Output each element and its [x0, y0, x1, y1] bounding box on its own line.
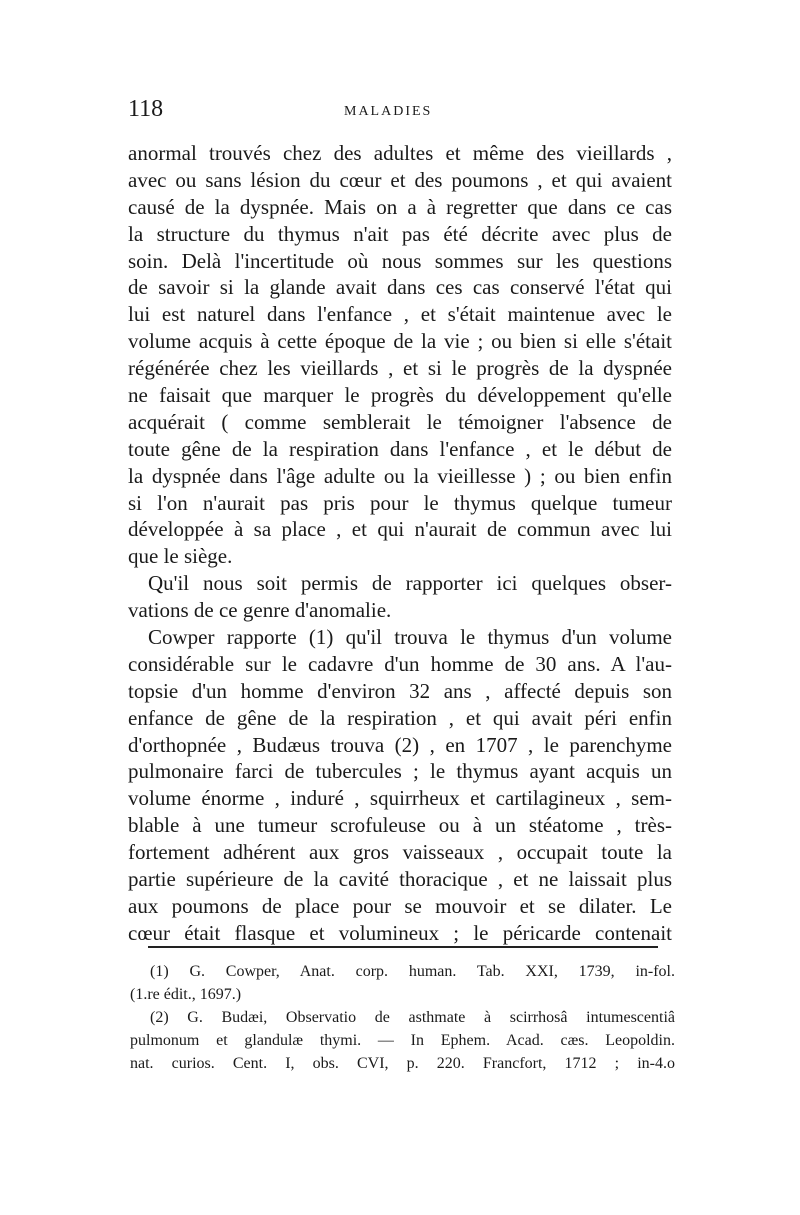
footnote-line: nat. curios. Cent. I, obs. CVI, p. 220. Francfort, 1712 ; in-4.o: [130, 1055, 675, 1072]
text-line: toute gêne de la respiration dans l'enfance , et le début de: [128, 436, 672, 461]
text-line: blable à une tumeur scrofuleuse ou à un stéatome , très-: [128, 813, 672, 838]
text-line: topsie d'un homme d'environ 32 ans , affecté depuis son: [128, 678, 672, 703]
page-number: 118: [128, 96, 164, 122]
text-line: acquérait ( comme semblerait le témoigner l'absence de: [128, 409, 672, 434]
footnote-line: pulmonum et glandulæ thymi. — In Ephem. Acad. cæs. Leopoldin.: [130, 1032, 675, 1049]
text-line: pulmonaire farci de tubercules ; le thymus ayant acquis un: [128, 759, 672, 784]
footnote-line: (1) G. Cowper, Anat. corp. human. Tab. XXI, 1739, in-fol.: [150, 963, 675, 980]
text-line: Cowper rapporte (1) qu'il trouva le thymus d'un volume: [148, 625, 672, 650]
text-line: vations de ce genre d'anomalie.: [128, 598, 392, 623]
text-line: volume acquis à cette époque de la vie ; ou bien si elle s'était: [128, 329, 672, 354]
text-line: soin. Delà l'incertitude où nous sommes sur les questions: [128, 248, 672, 273]
text-line: considérable sur le cadavre d'un homme de 30 ans. A l'au-: [128, 651, 672, 676]
text-line: ne faisait que marquer le progrès du développement qu'elle: [128, 383, 672, 408]
text-line: enfance de gêne de la respiration , et qui avait péri enfin: [128, 705, 672, 730]
text-line: aux poumons de place pour se mouvoir et se dilater. Le: [128, 893, 672, 918]
footnotes: [130, 960, 675, 1075]
text-line: la structure du thymus n'ait pas été décrite avec plus de: [128, 221, 672, 246]
text-line: développée à sa place , et qui n'aurait de commun avec lui: [128, 517, 672, 542]
text-line: de savoir si la glande avait dans ces cas conservé l'état qui: [128, 275, 672, 300]
text-line: fortement adhérent aux gros vaisseaux , occupait toute la: [128, 840, 672, 865]
text-line: si l'on n'aurait pas pris pour le thymus quelque tumeur: [128, 490, 672, 515]
footnote-divider: [148, 946, 658, 948]
text-line: que le siège.: [128, 544, 233, 569]
body-text: [128, 140, 672, 947]
footnote-line: (1.re édit., 1697.): [130, 986, 242, 1003]
text-line: d'orthopnée , Budæus trouva (2) , en 1707 , le parenchyme: [128, 732, 672, 757]
text-line: Qu'il nous soit permis de rapporter ici quelques obser-: [148, 571, 672, 596]
footnote-line: (2) G. Budæi, Observatio de asthmate à scirrhosâ intumescentiâ: [150, 1009, 675, 1026]
page-header: [128, 96, 668, 126]
text-line: régénérée chez les vieillards , et si le progrès de la dyspnée: [128, 356, 672, 381]
text-line: volume énorme , induré , squirrheux et cartilagineux , sem-: [128, 786, 672, 811]
running-head: MALADIES: [344, 104, 433, 119]
text-line: cœur était flasque et volumineux ; le péricarde contenait: [128, 920, 672, 945]
text-line: partie supérieure de la cavité thoracique , et ne laissait plus: [128, 867, 672, 892]
text-line: la dyspnée dans l'âge adulte ou la vieillesse ) ; ou bien enfin: [128, 463, 672, 488]
text-line: avec ou sans lésion du cœur et des poumons , et qui avaient: [128, 167, 672, 192]
text-line: anormal trouvés chez des adultes et même des vieillards ,: [128, 141, 672, 165]
text-line: lui est naturel dans l'enfance , et s'était maintenue avec le: [128, 302, 672, 327]
text-line: causé de la dyspnée. Mais on a à regretter que dans ce cas: [128, 194, 672, 219]
